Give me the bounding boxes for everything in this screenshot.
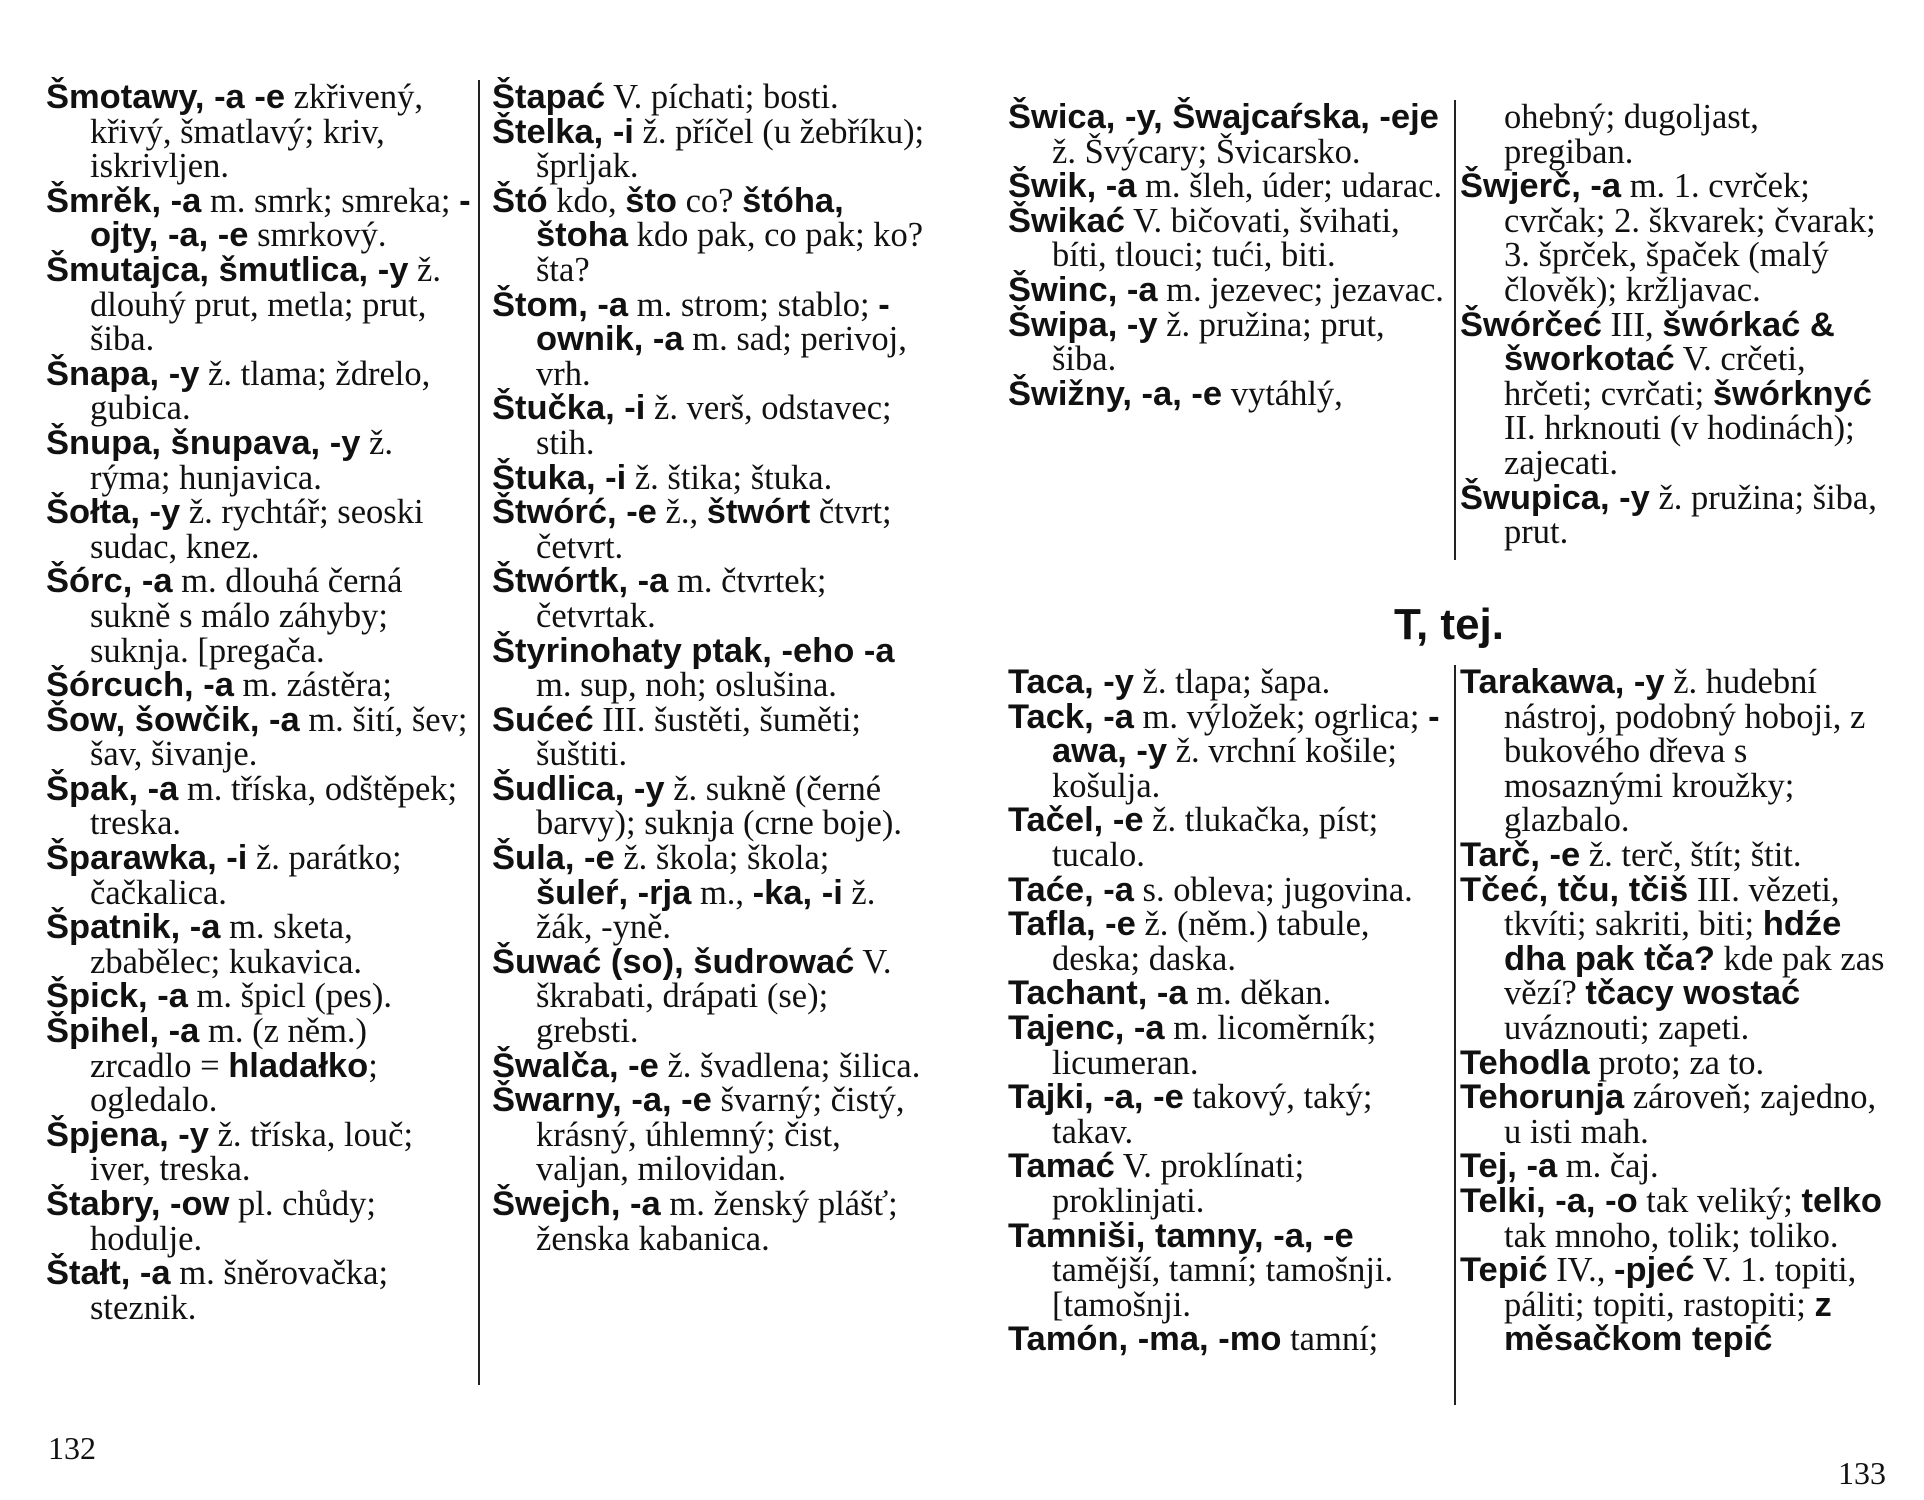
entry-headword: štwórt <box>706 493 811 532</box>
entry-definition: ž. pružina; šiba, prut. <box>1504 478 1877 552</box>
entry-headword: Štuka, -i <box>492 458 627 497</box>
entry-definition: kdo, <box>547 181 626 220</box>
entry-headword: Šow, šowčik, -a <box>46 700 300 739</box>
entry-headword: Šwjerč, -a <box>1460 167 1622 206</box>
entry-definition: III. šustěti, šuměti; šuštiti. <box>536 700 861 774</box>
entry-definition: m. jezevec; jezavac. <box>1157 270 1444 309</box>
entry-definition: m., <box>691 873 753 912</box>
dictionary-entry <box>492 495 930 564</box>
entry-definition: tak veliký; <box>1637 1181 1802 1220</box>
entry-headword: Šnupa, šnupava, -y <box>46 423 361 462</box>
dictionary-entry <box>492 181 930 289</box>
entry-definition: zároveň; zajedno, u isti mah. <box>1504 1078 1877 1151</box>
left-page-column-1 <box>46 80 474 1325</box>
right-column-rule-top <box>1454 100 1456 560</box>
dictionary-entry <box>492 769 930 843</box>
dictionary-entry <box>492 564 930 633</box>
entry-headword: Šwejch, -a <box>492 1185 661 1223</box>
entry-definition: uváznouti; zapeti. <box>1504 1008 1750 1047</box>
entry-headword: Tačel, -e <box>1008 801 1144 840</box>
entry-headword: Šórcuch, -a <box>46 666 234 705</box>
page-number-right: 133 <box>1838 1455 1886 1491</box>
entry-definition: ž. rychtář; seoski sudac, knez. <box>90 493 424 566</box>
entry-headword: Špick, -a <box>46 977 188 1016</box>
entry-headword: Tehodla <box>1460 1043 1590 1082</box>
dictionary-entry <box>46 423 474 497</box>
dictionary-entry <box>1460 100 1890 169</box>
entry-headword: Tamón, -ma, -mo <box>1008 1320 1282 1359</box>
dictionary-entry <box>1460 870 1890 1047</box>
entry-definition: ž. švadlena; šilica. <box>658 1046 921 1085</box>
entry-definition: co? <box>676 181 743 220</box>
entry-headword: Šwižny, -a, -e <box>1008 374 1223 413</box>
entry-headword: Štyrinohaty ptak, -eho -a <box>492 631 895 670</box>
dictionary-entry <box>1008 1080 1456 1149</box>
entry-definition: ž. terč, štít; štit. <box>1580 835 1802 874</box>
entry-definition: m. strom; stablo; <box>628 285 879 324</box>
dictionary-entry <box>46 700 474 774</box>
entry-headword: -ojty, -a, -e <box>90 181 471 255</box>
dictionary-entry <box>46 1256 474 1325</box>
entry-definition: ž. Švýcary; Švicarsko. <box>1052 132 1361 171</box>
entry-headword: Šwipa, -y <box>1008 305 1158 344</box>
right-page-column-1-bottom <box>1008 665 1456 1357</box>
entry-definition: ž. rýma; hunjavica. <box>90 423 393 497</box>
entry-headword: Tehorunja <box>1460 1078 1625 1117</box>
entry-definition: m. sketa, zbabělec; kukavica. <box>90 908 363 981</box>
dictionary-entry <box>1460 665 1890 838</box>
entry-definition: ž. příčel (u žebříku); šprljak. <box>536 112 925 186</box>
entry-definition: m. smrk; smreka; <box>201 181 460 220</box>
entry-definition: m. ženský plášť; ženska kabanica. <box>536 1185 898 1258</box>
entry-definition: IV., <box>1547 1251 1615 1290</box>
entry-definition: m. dlouhá černá sukně s málo záhyby; suknja. [pregača. <box>90 562 403 670</box>
dictionary-entry <box>46 910 474 979</box>
dictionary-entry <box>492 80 930 115</box>
dictionary-entry <box>46 354 474 428</box>
dictionary-entry <box>1008 1149 1456 1218</box>
entry-definition: ž. tlapa; šapa. <box>1133 663 1331 701</box>
dictionary-entry <box>1460 478 1890 552</box>
dictionary-entry <box>1460 835 1890 874</box>
entry-definition: m. (z něm.) zrcadlo = <box>90 1012 368 1085</box>
entry-headword: Telki, -a, -o <box>1460 1181 1638 1220</box>
dictionary-entry <box>1008 803 1456 872</box>
dictionary-entry <box>46 769 474 843</box>
entry-definition: m. licoměrník; licumeran. <box>1052 1008 1377 1082</box>
entry-definition: m. 1. cvrček; cvrčak; 2. škvarek; čvarak; 3. šprček, špaček (malý člověk); kržljavac. <box>1504 167 1876 309</box>
entry-headword: Šmotawy, -a -e <box>46 78 286 116</box>
entry-headword: Šwupica, -y <box>1460 478 1650 517</box>
dictionary-entry <box>1008 201 1456 275</box>
right-page-column-2-bottom <box>1460 665 1890 1357</box>
dictionary-entry <box>492 458 930 497</box>
entry-headword: Šwarny, -a, -e <box>492 1081 712 1120</box>
entry-headword: Štom, -a <box>492 285 629 324</box>
entry-headword: Šudlica, -y <box>492 769 665 808</box>
entry-headword: Tej, -a <box>1460 1147 1558 1186</box>
entry-headword: šwórkać & šworkotać <box>1504 305 1835 379</box>
entry-headword: Šula, -e <box>492 839 615 878</box>
entry-definition: m. šleh, úder; udarac. <box>1136 167 1443 206</box>
entry-headword: šuleŕ, -rja <box>536 873 692 912</box>
entry-definition: pl. chůdy; hodulje. <box>90 1185 376 1258</box>
entry-headword: tčacy wostać <box>1585 974 1801 1013</box>
dictionary-entry <box>46 1014 474 1118</box>
dictionary-entry <box>1460 1253 1890 1357</box>
entry-headword: Tachant, -a <box>1008 974 1188 1013</box>
entry-definition: ž., <box>656 493 707 532</box>
dictionary-entry <box>1008 100 1456 169</box>
entry-definition: m. čtvrtek; četvrtak. <box>536 562 827 635</box>
entry-definition: ž. pružina; prut, šiba. <box>1052 305 1385 379</box>
dictionary-entry <box>492 285 930 393</box>
dictionary-entry <box>1460 1149 1890 1184</box>
page-number-left: 132 <box>48 1430 96 1466</box>
entry-headword: Štwórć, -e <box>492 493 657 532</box>
entry-headword: -ownik, -a <box>536 285 890 359</box>
entry-definition: švarný; čistý, krásný, úhlemný; čist, valjan, milovidan. <box>536 1081 905 1189</box>
entry-definition: V. bičovati, švihati, bíti, tlouci; tući, biti. <box>1052 201 1400 275</box>
entry-definition: ž. vrchní košile; košulja. <box>1052 732 1398 805</box>
entry-headword: Šołta, -y <box>46 493 181 532</box>
entry-definition: ž. tlukačka, píst; tucalo. <box>1052 801 1379 874</box>
entry-definition: tak mnoho, tolik; toliko. <box>1504 1216 1839 1255</box>
entry-definition: čtvrt; četvrt. <box>536 493 892 566</box>
right-page-column-2-top <box>1460 100 1890 550</box>
entry-definition: kdo pak, co pak; ko? šta? <box>536 216 924 289</box>
dictionary-entry <box>46 1115 474 1189</box>
entry-headword: Tamniši, tamny, -a, -e <box>1008 1216 1354 1255</box>
dictionary-entry <box>46 668 474 703</box>
section-heading: T, tej. <box>1393 600 1505 649</box>
entry-headword: Taće, -a <box>1008 870 1134 909</box>
entry-headword: -awa, -y <box>1052 697 1440 771</box>
dictionary-entry <box>1460 169 1890 307</box>
entry-definition: II. hrknouti (v hodinách); zajecati. <box>1504 409 1855 482</box>
entry-headword: Šmutajca, šmutlica, -y <box>46 250 409 289</box>
entry-headword: Štabry, -ow <box>46 1185 230 1223</box>
right-column-rule-bottom <box>1454 665 1456 1405</box>
dictionary-entry <box>1460 1043 1890 1082</box>
entry-headword: Tafla, -e <box>1008 905 1136 944</box>
entry-definition: ; ogledalo. <box>90 1046 378 1120</box>
entry-headword: -ka, -i <box>752 873 843 912</box>
dictionary-entry <box>1008 305 1456 379</box>
entry-headword: Taca, -y <box>1008 663 1134 701</box>
entry-definition: V. crčeti, hrčeti; cvrčati; <box>1504 340 1806 413</box>
entry-definition: m. sup, noh; oslušina. <box>536 666 837 705</box>
entry-headword: Špatnik, -a <box>46 908 221 947</box>
entry-headword: Tepić <box>1460 1251 1548 1290</box>
entry-headword: Šwica, -y, Šwajcaŕska, -eje <box>1008 98 1439 136</box>
entry-definition: tamní; <box>1281 1320 1379 1359</box>
entry-headword: Šwalča, -e <box>492 1046 659 1085</box>
entry-definition: m. děkan. <box>1187 974 1332 1013</box>
dictionary-entry <box>1008 270 1456 309</box>
entry-definition: m. šití, šev; šav, šivanje. <box>90 700 468 774</box>
dictionary-entry <box>1008 1322 1456 1357</box>
entry-headword: Tack, -a <box>1008 697 1134 736</box>
entry-definition: V. píchati; bosti. <box>605 78 839 116</box>
entry-headword: Štwórtk, -a <box>492 562 669 601</box>
dictionary-entry <box>46 495 474 564</box>
entry-headword: Tajki, -a, -e <box>1008 1078 1184 1117</box>
entry-headword: Štelka, -i <box>492 112 634 151</box>
entry-definition: m. šněrovačka; steznik. <box>90 1254 389 1327</box>
entry-definition: m. tříska, odštěpek; treska. <box>90 769 458 843</box>
dictionary-entry <box>46 564 474 668</box>
entry-headword: Šwórčeć <box>1460 305 1602 344</box>
dictionary-entry <box>492 1046 930 1085</box>
dictionary-entry <box>492 391 930 460</box>
entry-headword: Tčeć, tču, tčiš <box>1460 870 1689 909</box>
entry-definition: smrkový. <box>248 216 387 255</box>
entry-definition: m. sad; perivoj, vrh. <box>536 320 907 393</box>
dictionary-entry <box>1008 169 1456 204</box>
dictionary-entry <box>46 979 474 1014</box>
entry-definition: vytáhlý, <box>1222 374 1343 413</box>
entry-headword: Sućeć <box>492 700 594 739</box>
entry-definition: III, <box>1601 305 1663 344</box>
entry-definition: ž. škola; škola; <box>614 839 830 878</box>
entry-definition: takový, taký; takav. <box>1052 1078 1373 1151</box>
dictionary-entry <box>1008 665 1456 700</box>
entry-headword: z měsačkom tepić <box>1504 1285 1832 1359</box>
entry-definition: ž. hudební nástroj, podobný hoboji, z bukového dřeva s mosaznými kroužky; glazbalo. <box>1504 663 1866 840</box>
dictionary-entry <box>1008 1008 1456 1082</box>
dictionary-entry <box>492 1187 930 1256</box>
entry-headword: hladałko <box>228 1046 369 1085</box>
entry-headword: Šuwać (so), šudrować <box>492 942 855 981</box>
entry-definition: m. výložek; ogrlica; <box>1133 697 1429 736</box>
dictionary-entry <box>1008 697 1456 805</box>
entry-definition: proto; za to. <box>1589 1043 1765 1082</box>
entry-headword: Štučka, -i <box>492 389 646 428</box>
dictionary-entry <box>492 1083 930 1187</box>
entry-definition: ohebný; dugoljast, pregiban. <box>1504 98 1759 171</box>
dictionary-entry <box>46 80 474 184</box>
entry-headword: što <box>625 181 677 220</box>
entry-headword: Šwinc, -a <box>1008 270 1158 309</box>
entry-definition: V. 1. topiti, páliti; topiti, rastopiti; <box>1504 1251 1857 1324</box>
left-column-rule <box>478 80 480 1385</box>
entry-definition: m. čaj. <box>1557 1147 1659 1186</box>
entry-headword: Šwikać <box>1008 201 1125 240</box>
entry-definition: zkřivený, křivý, šmatlavý; kriv, iskrivljen. <box>90 78 423 186</box>
dictionary-entry <box>1008 374 1456 413</box>
entry-definition: V. škrabati, drápati (se); grebsti. <box>536 942 892 1051</box>
entry-headword: Tarakawa, -y <box>1460 663 1665 701</box>
entry-headword: Šórc, -a <box>46 562 173 601</box>
entry-headword: Šparawka, -i <box>46 839 248 878</box>
entry-headword: Štó <box>492 181 548 220</box>
dictionary-entry <box>492 700 930 774</box>
entry-definition: III. vězeti, tkvíti; sakriti, biti; <box>1504 870 1840 944</box>
dictionary-entry <box>1008 870 1456 909</box>
entry-definition: kde pak zas vězí? <box>1504 939 1885 1013</box>
entry-definition: m. špicl (pes). <box>187 977 392 1016</box>
entry-headword: telko <box>1801 1181 1883 1220</box>
right-page-column-1-top <box>1008 100 1456 411</box>
entry-headword: Špihel, -a <box>46 1012 200 1051</box>
dictionary-entry <box>492 112 930 186</box>
entry-definition: ž. verš, odstavec; stih. <box>536 389 892 462</box>
dictionary-entry <box>46 841 474 910</box>
entry-headword: Špak, -a <box>46 769 179 808</box>
entry-definition: V. proklínati; proklinjati. <box>1052 1147 1305 1220</box>
entry-definition: s. obleva; jugovina. <box>1133 870 1413 909</box>
entry-definition: ž. dlouhý prut, metla; prut, šiba. <box>90 250 441 359</box>
entry-headword: Šmrěk, -a <box>46 181 202 220</box>
entry-definition: ž. parátko; čačkalica. <box>90 839 402 912</box>
entry-definition: ž. tříska, louč; iver, treska. <box>90 1115 414 1189</box>
entry-definition: ž. sukně (černé barvy); suknja (crne boje). <box>536 769 902 843</box>
dictionary-entry <box>46 1187 474 1256</box>
entry-definition: ž. štika; štuka. <box>626 458 833 497</box>
dictionary-entry <box>46 181 474 255</box>
entry-headword: štóha, štoha <box>536 181 844 255</box>
entry-definition: m. zástěra; <box>233 666 392 705</box>
entry-headword: -pjeć <box>1614 1251 1695 1290</box>
left-page-column-2 <box>492 80 930 1256</box>
dictionary-entry <box>46 250 474 359</box>
dictionary-entry <box>492 841 930 945</box>
entry-headword: Špjena, -y <box>46 1115 209 1154</box>
entry-definition: ž. (něm.) tabule, deska; daska. <box>1052 905 1370 978</box>
dictionary-entry <box>492 942 930 1051</box>
entry-headword: Tamać <box>1008 1147 1115 1186</box>
entry-definition: ž. žák, -yně. <box>536 873 876 947</box>
entry-headword: šwórknyć <box>1712 374 1872 413</box>
entry-headword: Štapać <box>492 78 606 116</box>
entry-definition: tamější, tamní; tamošnji. [tamošnji. <box>1052 1251 1394 1324</box>
entry-headword: Šwik, -a <box>1008 167 1137 206</box>
dictionary-entry <box>1008 907 1456 976</box>
entry-definition: ž. tlama; ždrelo, gubica. <box>90 354 431 428</box>
entry-headword: Šnapa, -y <box>46 354 200 393</box>
dictionary-entry <box>1008 976 1456 1011</box>
dictionary-entry <box>1460 305 1890 482</box>
dictionary-entry <box>492 631 930 705</box>
entry-headword: hdźe dha pak tča? <box>1504 905 1842 978</box>
dictionary-entry <box>1460 1181 1890 1255</box>
entry-headword: Tajenc, -a <box>1008 1008 1165 1047</box>
entry-headword: Tarč, -e <box>1460 835 1581 874</box>
entry-headword: Štałt, -a <box>46 1254 171 1293</box>
dictionary-entry <box>1460 1080 1890 1149</box>
dictionary-entry <box>1008 1216 1456 1324</box>
